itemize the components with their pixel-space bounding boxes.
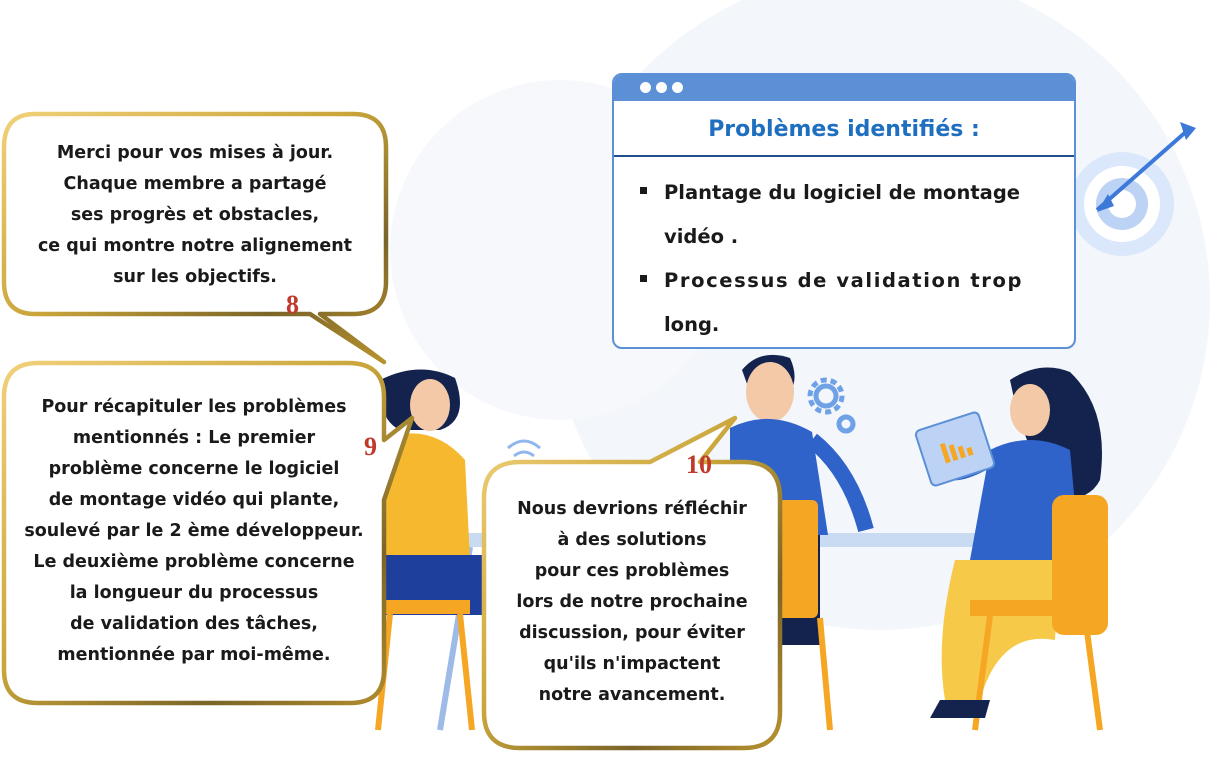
bubble-line: qu'ils n'impactent <box>543 654 721 674</box>
bubble-line: lors de notre prochaine <box>516 592 748 612</box>
problem-line: Plantage du logiciel de montage <box>664 181 1020 204</box>
step-number-9: 9 <box>364 432 377 461</box>
bubble-line: ce qui montre notre alignement <box>37 236 353 256</box>
step-number-8: 8 <box>286 290 299 319</box>
bubble-line: mentionnés : Le premier <box>72 428 316 448</box>
person-left <box>378 369 485 730</box>
problem-line: Processus de validation trop <box>664 269 1024 292</box>
bubble-line: sur les objectifs. <box>113 267 277 287</box>
bubble-line: notre avancement. <box>538 685 726 705</box>
wifi-icon <box>508 441 540 456</box>
panel-title: Problèmes identifiés : <box>708 117 980 142</box>
bubble-8-text <box>10 138 380 293</box>
panel-divider <box>614 155 1074 157</box>
bullet-square-icon <box>640 275 647 282</box>
problem-line: long. <box>664 313 720 336</box>
window-dot-icon <box>656 82 667 93</box>
bubble-line: de validation des tâches, <box>70 614 318 634</box>
window-title-bar <box>614 75 1074 101</box>
bubble-line: Chaque membre a partagé <box>63 174 327 194</box>
bubble-10-text <box>488 494 776 711</box>
bubble-line: ses progrès et obstacles, <box>70 205 320 225</box>
bullet-square-icon <box>640 187 647 194</box>
bubble-line: Le deuxième problème concerne <box>33 552 355 572</box>
bubble-line: mentionnée par moi-même. <box>57 645 331 665</box>
bubble-line: de montage vidéo qui plante, <box>48 490 340 510</box>
bubble-line: Nous devrions réfléchir <box>517 499 747 519</box>
problems-window <box>612 73 1076 349</box>
bubble-line: problème concerne le logiciel <box>48 459 340 479</box>
bubble-line: pour ces problèmes <box>534 561 730 581</box>
step-number-10: 10 <box>686 450 712 479</box>
problem-line: vidéo . <box>664 225 739 248</box>
bubble-line: Merci pour vos mises à jour. <box>56 143 334 163</box>
window-dot-icon <box>672 82 683 93</box>
bubble-line: à des solutions <box>557 530 707 550</box>
bubble-line: la longueur du processus <box>69 583 319 603</box>
bubble-line: Pour récapituler les problèmes <box>41 397 347 417</box>
bubble-9-text <box>8 392 380 671</box>
bubble-line: discussion, pour éviter <box>519 623 745 643</box>
bubble-line: soulevé par le 2 ème développeur. <box>24 521 364 541</box>
window-dot-icon <box>640 82 651 93</box>
